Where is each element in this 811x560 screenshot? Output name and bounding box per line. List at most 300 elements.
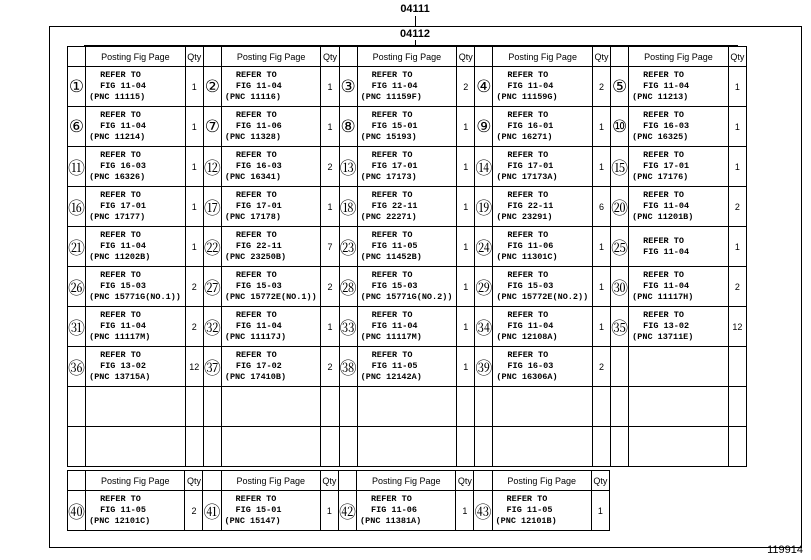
item-number: ㉔: [475, 227, 493, 267]
reference-line: REFER TO: [371, 270, 413, 280]
index-header: [611, 47, 629, 67]
empty-cell: [221, 427, 321, 467]
reference-line: REFER TO: [643, 190, 684, 200]
reference-line: REFER TO: [507, 110, 549, 120]
reference-line: REFER TO: [371, 350, 413, 360]
reference-line: (PNC 22271): [360, 212, 417, 222]
table-row: [68, 187, 747, 227]
item-number: ㉞: [475, 307, 493, 347]
parts-reference-table: [67, 46, 747, 467]
reference-line: REFER TO: [235, 150, 277, 160]
index-header: [203, 47, 221, 67]
reference-line: FIG 11-04: [100, 121, 147, 131]
reference-line: REFER TO: [371, 150, 413, 160]
quantity: 2: [321, 267, 339, 307]
item-number: ⑫: [203, 147, 221, 187]
quantity: 12: [728, 307, 746, 347]
reference-line: FIG 11-04: [235, 321, 282, 331]
reference-line: REFER TO: [643, 270, 684, 280]
quantity: 2: [592, 67, 610, 107]
reference-line: FIG 11-06: [507, 241, 554, 251]
reference-line: (PNC 12101B): [495, 516, 557, 526]
reference-line: (PNC 16341): [224, 172, 281, 182]
empty-cell: [68, 427, 86, 467]
posting-reference: [86, 67, 186, 107]
posting-reference: [357, 227, 457, 267]
empty-cell: [221, 387, 321, 427]
reference-line: FIG 15-01: [371, 121, 418, 131]
reference-line: REFER TO: [235, 70, 277, 80]
quantity: 1: [185, 107, 203, 147]
posting-fig-page-header: Posting Fig Page: [86, 47, 186, 67]
reference-line: FIG 11-04: [643, 201, 690, 211]
qty-header: Qty: [592, 47, 610, 67]
reference-line: FIG 11-04: [643, 281, 690, 291]
empty-cell: [457, 387, 475, 427]
item-number: ㉟: [611, 307, 629, 347]
reference-line: FIG 13-02: [100, 361, 147, 371]
item-number: ⑭: [475, 147, 493, 187]
reference-line: FIG 22-11: [235, 241, 282, 251]
posting-reference: [221, 307, 321, 347]
index-header: [474, 471, 492, 491]
quantity: 1: [728, 227, 746, 267]
posting-fig-page-header: Posting Fig Page: [357, 47, 457, 67]
reference-line: (PNC 17177): [89, 212, 146, 222]
reference-line: (PNC 11117J): [224, 332, 287, 342]
reference-line: REFER TO: [235, 110, 277, 120]
reference-line: FIG 17-01: [371, 161, 418, 171]
posting-reference: [221, 187, 321, 227]
reference-line: REFER TO: [371, 70, 413, 80]
reference-line: FIG 11-04: [643, 81, 690, 91]
posting-fig-page-header: Posting Fig Page: [86, 471, 185, 491]
quantity: 1: [321, 107, 339, 147]
posting-reference: [629, 347, 729, 387]
posting-reference: [493, 107, 593, 147]
empty-cell: [357, 387, 457, 427]
item-number: ⑦: [203, 107, 221, 147]
reference-line: FIG 11-05: [100, 505, 146, 515]
posting-fig-page-header: Posting Fig Page: [221, 471, 320, 491]
reference-line: FIG 11-04: [643, 246, 690, 257]
posting-reference: [86, 307, 186, 347]
reference-line: (PNC 16326): [89, 172, 146, 182]
quantity: 1: [591, 491, 609, 531]
quantity: 1: [457, 347, 475, 387]
reference-line: (PNC 15772E(NO.1)): [224, 292, 317, 302]
posting-reference: [629, 307, 729, 347]
posting-reference: [221, 107, 321, 147]
quantity: 1: [321, 187, 339, 227]
reference-line: REFER TO: [235, 350, 277, 360]
reference-line: FIG 11-04: [235, 81, 282, 91]
quantity: 12: [185, 347, 203, 387]
reference-line: (PNC 11117H): [632, 292, 694, 302]
quantity: 1: [592, 147, 610, 187]
reference-line: FIG 11-04: [507, 81, 554, 91]
item-number: ⑨: [475, 107, 493, 147]
reference-line: (PNC 11117M): [360, 332, 422, 342]
reference-line: FIG 16-03: [507, 361, 554, 371]
qty-header: Qty: [456, 471, 474, 491]
posting-reference: [493, 227, 593, 267]
reference-line: REFER TO: [643, 150, 684, 160]
item-number: ㊸: [474, 491, 492, 531]
reference-line: REFER TO: [100, 70, 141, 80]
posting-reference: [493, 347, 593, 387]
quantity: 2: [592, 347, 610, 387]
quantity: 1: [320, 491, 338, 531]
empty-cell: [203, 427, 221, 467]
reference-line: REFER TO: [235, 190, 277, 200]
quantity: 1: [185, 187, 203, 227]
reference-line: FIG 17-01: [100, 201, 147, 211]
quantity: 2: [457, 67, 475, 107]
empty-cell: [86, 387, 186, 427]
index-header: [338, 471, 356, 491]
item-number: ⑥: [68, 107, 86, 147]
reference-line: FIG 17-01: [507, 161, 554, 171]
quantity: 1: [321, 67, 339, 107]
empty-cell: [68, 387, 86, 427]
reference-line: (PNC 17173A): [496, 172, 558, 182]
reference-line: REFER TO: [507, 310, 549, 320]
reference-line: REFER TO: [100, 494, 141, 504]
reference-line: REFER TO: [371, 110, 413, 120]
reference-line: REFER TO: [643, 70, 684, 80]
item-number: ㊶: [203, 491, 221, 531]
posting-reference: [629, 67, 729, 107]
reference-line: REFER TO: [100, 110, 141, 120]
reference-line: (PNC 12108A): [496, 332, 558, 342]
posting-reference: [629, 267, 729, 307]
quantity: 1: [456, 491, 474, 531]
index-header: [68, 47, 86, 67]
reference-line: FIG 16-01: [507, 121, 554, 131]
item-number: ㊴: [475, 347, 493, 387]
empty-cell: [493, 387, 593, 427]
reference-line: FIG 11-06: [371, 505, 417, 515]
item-number: ⑤: [611, 67, 629, 107]
qty-header: Qty: [185, 471, 203, 491]
quantity: 2: [728, 187, 746, 227]
posting-reference: [357, 67, 457, 107]
reference-line: (PNC 11159F): [360, 92, 422, 102]
reference-line: (PNC 16306A): [496, 372, 558, 382]
reference-line: FIG 11-06: [235, 121, 282, 131]
reference-line: (PNC 11116): [224, 92, 281, 102]
item-number: ④: [475, 67, 493, 107]
item-number: ⑬: [339, 147, 357, 187]
item-number: ②: [203, 67, 221, 107]
reference-line: (PNC 16271): [496, 132, 553, 142]
qty-header: Qty: [591, 471, 609, 491]
reference-line: REFER TO: [643, 110, 684, 120]
reference-line: (PNC 17178): [224, 212, 281, 222]
empty-cell: [457, 427, 475, 467]
quantity: 2: [321, 147, 339, 187]
reference-line: FIG 15-03: [100, 281, 147, 291]
item-number: ⑯: [68, 187, 86, 227]
reference-line: (PNC 15771G(NO.1)): [89, 292, 181, 302]
posting-reference: [86, 347, 186, 387]
reference-line: FIG 11-04: [100, 321, 147, 331]
reference-line: REFER TO: [507, 350, 549, 360]
item-number: ㊵: [68, 491, 86, 531]
empty-cell: [321, 387, 339, 427]
reference-line: (PNC 11202B): [89, 252, 151, 262]
quantity: 1: [728, 67, 746, 107]
index-header: [68, 471, 86, 491]
empty-cell: [321, 427, 339, 467]
table-row: [68, 267, 747, 307]
reference-line: REFER TO: [371, 190, 413, 200]
reference-line: (PNC 16325): [632, 132, 689, 142]
posting-reference: [493, 267, 593, 307]
reference-line: REFER TO: [643, 310, 684, 320]
reference-line: REFER TO: [235, 310, 277, 320]
reference-line: (PNC 15771G(NO.2)): [360, 292, 453, 302]
reference-line: FIG 17-01: [235, 201, 282, 211]
empty-cell: [185, 427, 203, 467]
posting-reference: [86, 267, 186, 307]
posting-reference: [357, 147, 457, 187]
quantity: 2: [321, 347, 339, 387]
item-number: ①: [68, 67, 86, 107]
quantity: 1: [457, 267, 475, 307]
empty-cell: [629, 427, 729, 467]
reference-line: (PNC 17173): [360, 172, 417, 182]
reference-line: (PNC 11328): [224, 132, 281, 142]
reference-line: FIG 17-01: [643, 161, 690, 171]
item-number: [611, 347, 629, 387]
item-number: ㊳: [339, 347, 357, 387]
reference-line: FIG 13-02: [643, 321, 690, 331]
quantity: 2: [185, 267, 203, 307]
posting-reference: [357, 107, 457, 147]
posting-reference: [357, 347, 457, 387]
reference-line: (PNC 13711E): [632, 332, 694, 342]
item-number: ⑱: [339, 187, 357, 227]
table-row: [68, 491, 610, 531]
reference-line: (PNC 11301C): [496, 252, 558, 262]
posting-reference: [493, 187, 593, 227]
item-number: ⑧: [339, 107, 357, 147]
reference-line: (PNC 11213): [632, 92, 689, 102]
empty-cell: [493, 427, 593, 467]
reference-line: (PNC 17176): [632, 172, 689, 182]
item-number: ㊷: [338, 491, 356, 531]
reference-line: REFER TO: [235, 494, 277, 504]
reference-line: FIG 22-11: [507, 201, 554, 211]
posting-reference: [357, 267, 457, 307]
reference-line: FIG 15-03: [235, 281, 282, 291]
reference-line: REFER TO: [100, 310, 141, 320]
posting-reference: [86, 187, 186, 227]
quantity: 1: [457, 147, 475, 187]
empty-cell: [728, 387, 746, 427]
item-number: ㉖: [68, 267, 86, 307]
assembly-label-04111: 04111: [400, 3, 430, 15]
reference-line: REFER TO: [507, 190, 549, 200]
quantity: 2: [185, 307, 203, 347]
reference-line: REFER TO: [371, 230, 413, 240]
index-header: [339, 47, 357, 67]
reference-line: FIG 15-01: [235, 505, 282, 515]
empty-cell: [185, 387, 203, 427]
reference-line: (PNC 11452B): [360, 252, 422, 262]
reference-line: REFER TO: [371, 310, 413, 320]
reference-line: (PNC 17410B): [224, 372, 287, 382]
posting-reference: [86, 147, 186, 187]
empty-cell: [629, 387, 729, 427]
item-number: ㉚: [611, 267, 629, 307]
qty-header: Qty: [185, 47, 203, 67]
empty-row: [68, 387, 747, 427]
empty-cell: [86, 427, 186, 467]
reference-line: FIG 11-05: [371, 241, 418, 251]
item-number: ③: [339, 67, 357, 107]
reference-line: FIG 11-04: [507, 321, 554, 331]
quantity: 1: [592, 107, 610, 147]
reference-line: REFER TO: [507, 70, 549, 80]
empty-cell: [339, 427, 357, 467]
item-number: ㉕: [611, 227, 629, 267]
item-number: ㉗: [203, 267, 221, 307]
table-row: [68, 107, 747, 147]
reference-line: (PNC 15193): [360, 132, 417, 142]
reference-line: FIG 15-03: [371, 281, 418, 291]
illustration-id: 119914: [767, 544, 803, 556]
quantity: 1: [457, 307, 475, 347]
qty-header: Qty: [457, 47, 475, 67]
reference-line: REFER TO: [100, 230, 141, 240]
quantity: 1: [457, 187, 475, 227]
index-header: [203, 471, 221, 491]
item-number: ⑪: [68, 147, 86, 187]
reference-line: (PNC 11117M): [89, 332, 151, 342]
posting-reference: [357, 187, 457, 227]
quantity: 1: [457, 227, 475, 267]
empty-cell: [475, 387, 493, 427]
empty-cell: [475, 427, 493, 467]
posting-reference: [493, 67, 593, 107]
posting-reference: [492, 491, 591, 531]
item-number: ⑲: [475, 187, 493, 227]
quantity: 1: [592, 227, 610, 267]
reference-line: (PNC 11381A): [360, 516, 422, 526]
reference-line: FIG 11-04: [371, 81, 418, 91]
posting-reference: [629, 227, 729, 267]
reference-line: FIG 11-04: [100, 81, 147, 91]
item-number: ㊱: [68, 347, 86, 387]
posting-reference: [493, 307, 593, 347]
item-number: ㉑: [68, 227, 86, 267]
reference-line: REFER TO: [100, 190, 141, 200]
reference-line: (PNC 15772E(NO.2)): [496, 292, 589, 302]
reference-line: FIG 11-04: [100, 241, 147, 251]
posting-reference: [629, 147, 729, 187]
posting-fig-page-header: Posting Fig Page: [492, 471, 591, 491]
empty-cell: [592, 427, 610, 467]
posting-fig-page-header: Posting Fig Page: [221, 47, 321, 67]
posting-reference: [221, 227, 321, 267]
reference-line: (PNC 23291): [496, 212, 553, 222]
posting-reference: [357, 307, 457, 347]
reference-line: (PNC 11159G): [496, 92, 558, 102]
empty-cell: [203, 387, 221, 427]
reference-line: (PNC 11115): [89, 92, 146, 102]
item-number: ㉛: [68, 307, 86, 347]
quantity: 2: [185, 491, 203, 531]
item-number: ⑳: [611, 187, 629, 227]
reference-line: (PNC 12142A): [360, 372, 422, 382]
parts-reference-table-bottom: [67, 470, 610, 531]
reference-line: REFER TO: [643, 235, 684, 246]
assembly-label-04112: 04112: [400, 28, 430, 40]
posting-fig-page-header: Posting Fig Page: [493, 47, 593, 67]
empty-cell: [357, 427, 457, 467]
posting-reference: [357, 491, 456, 531]
table-row: [68, 307, 747, 347]
reference-line: REFER TO: [100, 350, 141, 360]
posting-reference: [86, 107, 186, 147]
quantity: 2: [728, 267, 746, 307]
reference-line: FIG 11-05: [506, 505, 553, 515]
table-row: [68, 347, 747, 387]
quantity: 1: [592, 267, 610, 307]
index-header: [475, 47, 493, 67]
item-number: ㊲: [203, 347, 221, 387]
empty-row: [68, 427, 747, 467]
item-number: ㉓: [339, 227, 357, 267]
qty-header: Qty: [321, 47, 339, 67]
quantity: 6: [592, 187, 610, 227]
reference-line: REFER TO: [235, 270, 277, 280]
qty-header: Qty: [320, 471, 338, 491]
reference-line: (PNC 13715A): [89, 372, 151, 382]
reference-line: (PNC 12101C): [89, 516, 151, 526]
posting-reference: [629, 187, 729, 227]
item-number: ㉒: [203, 227, 221, 267]
quantity: [728, 347, 746, 387]
reference-line: REFER TO: [371, 494, 412, 504]
item-number: ㉜: [203, 307, 221, 347]
item-number: ⑰: [203, 187, 221, 227]
item-number: ㉘: [339, 267, 357, 307]
reference-line: REFER TO: [507, 150, 549, 160]
reference-line: FIG 16-03: [100, 161, 147, 171]
empty-cell: [339, 387, 357, 427]
item-number: ㉙: [475, 267, 493, 307]
table-row: [68, 67, 747, 107]
reference-line: REFER TO: [506, 494, 548, 504]
quantity: 1: [592, 307, 610, 347]
quantity: 1: [728, 147, 746, 187]
reference-line: (PNC 11201B): [632, 212, 694, 222]
posting-reference: [221, 147, 321, 187]
table-row: [68, 227, 747, 267]
reference-line: FIG 16-03: [643, 121, 690, 131]
quantity: 1: [457, 107, 475, 147]
quantity: 7: [321, 227, 339, 267]
reference-line: FIG 11-05: [371, 361, 418, 371]
item-number: ⑩: [611, 107, 629, 147]
reference-line: REFER TO: [507, 270, 549, 280]
posting-reference: [221, 347, 321, 387]
reference-line: FIG 15-03: [507, 281, 554, 291]
